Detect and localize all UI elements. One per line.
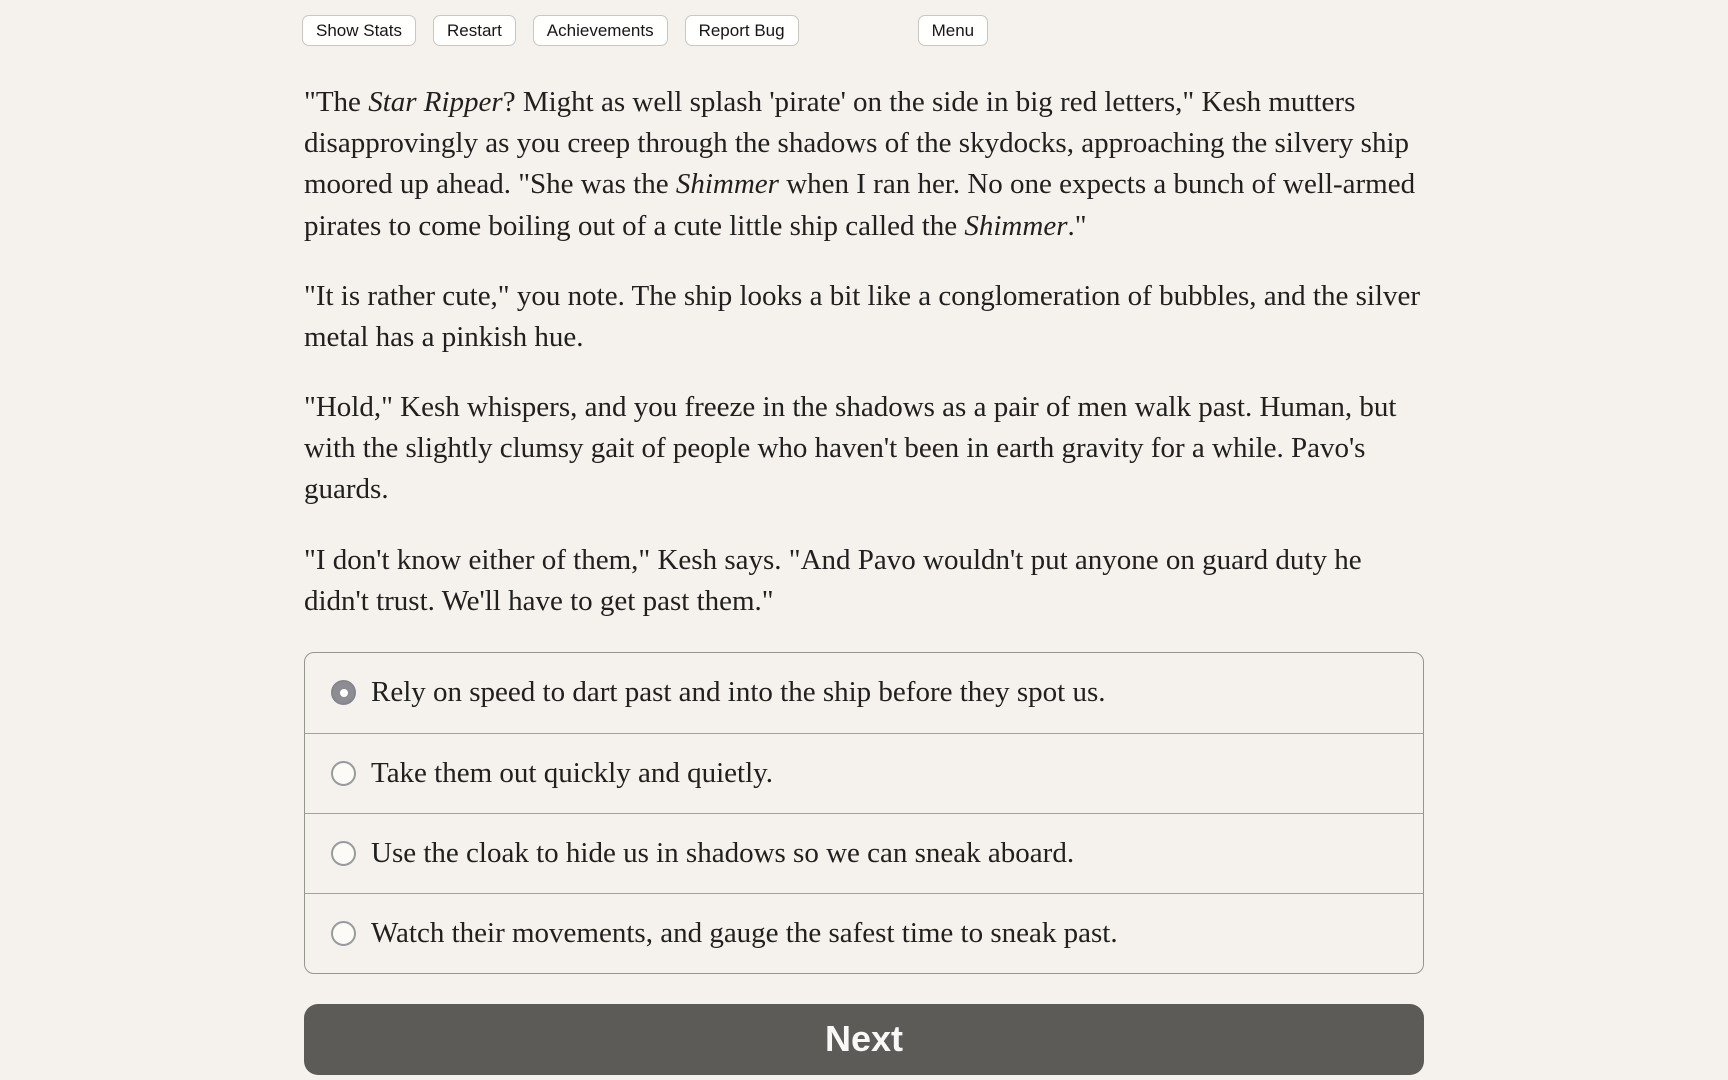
choice-row[interactable] [305,813,1423,893]
radio-button-icon[interactable] [331,921,356,946]
show-stats-button[interactable]: Show Stats [302,15,416,46]
game-page [304,0,1424,1075]
choice-label: Take them out quickly and quietly. [371,756,773,789]
story-paragraph: "It is rather cute," you note. The ship looks a bit like a conglomeration of bubbles, and the silver metal has a pinkish hue. [304,279,1421,353]
choice-label: Rely on speed to dart past and into the ship before they spot us. [371,676,1106,709]
toolbar [302,15,1424,46]
restart-button[interactable]: Restart [433,15,516,46]
choice-group [304,652,1424,974]
report-bug-button[interactable]: Report Bug [685,15,799,46]
menu-button[interactable]: Menu [918,15,989,46]
radio-button-icon[interactable] [331,680,356,705]
story-paragraph: "I don't know either of them," Kesh says. "And Pavo wouldn't put anyone on guard duty he didn't trust. We'll have to get past them." [304,543,1362,617]
choice-label: Use the cloak to hide us in shadows so we can sneak aboard. [371,836,1075,869]
achievements-button[interactable]: Achievements [533,15,668,46]
next-button[interactable]: Next [304,1004,1424,1075]
story-paragraph: "Hold," Kesh whispers, and you freeze in the shadows as a pair of men walk past. Human, but with the slightly clumsy gait of people who haven't been in earth gravity for a while. Pavo's guards. [304,391,1397,506]
choice-label: Watch their movements, and gauge the safest time to sneak past. [371,916,1118,949]
choice-row[interactable] [305,893,1423,973]
story-text [304,82,1424,622]
choice-row[interactable] [305,653,1423,733]
radio-button-icon[interactable] [331,761,356,786]
story-paragraph: "The Star Ripper? Might as well splash 'pirate' on the side in big red letters," Kesh mutters disapprovingly as you creep through the shadows of the skydocks, approaching the silvery ship moored up ahead. "She was the Shimmer when I ran her. No one expects a bunch of well-armed pirates to come boiling out of a cute little ship called the Shimmer." [304,86,1416,242]
choice-row[interactable] [305,733,1423,813]
radio-button-icon[interactable] [331,841,356,866]
